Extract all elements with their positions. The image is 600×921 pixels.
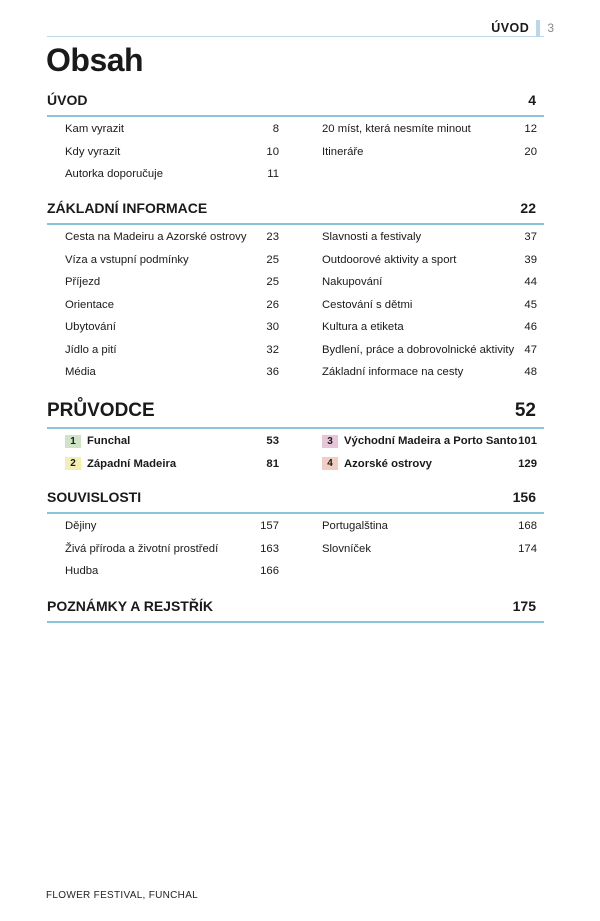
entry-label: Portugalština xyxy=(322,520,388,533)
entry-page: 10 xyxy=(266,145,279,158)
entry-label: Základní informace na cesty xyxy=(322,366,464,379)
entry-label: Kdy vyrazit xyxy=(65,145,121,158)
toc-entry[interactable] xyxy=(322,141,537,164)
section-heading: ÚVOD xyxy=(47,92,88,108)
entry-label: Slovníček xyxy=(322,542,371,555)
chapter-number-badge: 2 xyxy=(65,457,81,470)
entry-page: 101 xyxy=(518,435,537,448)
toc-entry[interactable] xyxy=(65,560,279,583)
toc-section-uvod[interactable] xyxy=(47,92,536,108)
entry-page: 11 xyxy=(267,168,279,181)
toc-entry[interactable] xyxy=(65,163,279,186)
toc-entry[interactable] xyxy=(65,226,279,249)
entry-page: 39 xyxy=(524,253,537,266)
entry-page: 81 xyxy=(266,457,279,470)
section-heading: PRŮVODCE xyxy=(47,400,155,421)
page-title: Obsah xyxy=(46,42,144,78)
toc-chapter-entry[interactable] xyxy=(65,453,279,476)
entry-page: 12 xyxy=(524,123,537,136)
entry-label: Východní Madeira a Porto Santo xyxy=(344,435,518,448)
entry-page: 32 xyxy=(266,343,279,356)
toc-entry[interactable] xyxy=(65,141,279,164)
toc-chapter-entry[interactable] xyxy=(322,430,537,453)
running-head-marker xyxy=(536,20,540,36)
entry-page: 36 xyxy=(266,366,279,379)
section-heading: ZÁKLADNÍ INFORMACE xyxy=(47,200,208,216)
entry-label: Funchal xyxy=(87,435,131,448)
entry-label: Západní Madeira xyxy=(87,457,177,470)
entry-page: 25 xyxy=(266,253,279,266)
entry-page: 25 xyxy=(266,276,279,289)
entry-page: 174 xyxy=(518,542,537,555)
entry-label: Hudba xyxy=(65,565,99,578)
chapter-number-badge: 3 xyxy=(322,435,338,448)
toc-entry[interactable] xyxy=(65,118,279,141)
entry-page: 45 xyxy=(524,298,537,311)
chapter-number-badge: 4 xyxy=(322,457,338,470)
section-page: 156 xyxy=(512,489,536,505)
toc-entry[interactable] xyxy=(65,316,279,339)
entry-label: Kultura a etiketa xyxy=(322,321,404,334)
toc-entry[interactable] xyxy=(322,339,537,362)
toc-entry[interactable] xyxy=(322,515,537,538)
entry-page: 166 xyxy=(260,565,279,578)
entry-label: Cesta na Madeiru a Azorské ostrovy xyxy=(65,231,247,244)
top-rule xyxy=(47,36,544,37)
entry-label: Outdoorové aktivity a sport xyxy=(322,253,457,266)
entry-label: Slavnosti a festivaly xyxy=(322,231,422,244)
toc-entry[interactable] xyxy=(65,339,279,362)
section-rule xyxy=(47,512,544,514)
entry-label: Cestování s dětmi xyxy=(322,298,413,311)
toc-section-pruvodce[interactable] xyxy=(47,400,536,422)
toc-entry[interactable] xyxy=(65,271,279,294)
toc-chapter-entry[interactable] xyxy=(322,453,537,476)
entry-page: 47 xyxy=(524,343,537,356)
page-number: 3 xyxy=(547,21,554,35)
entry-label: Azorské ostrovy xyxy=(344,457,432,470)
entry-label: Dějiny xyxy=(65,520,97,533)
toc-section-zakladni-informace[interactable] xyxy=(47,200,536,216)
toc-entry[interactable] xyxy=(65,361,279,384)
running-head xyxy=(491,20,554,36)
entry-label: Bydlení, práce a dobrovolnické aktivity xyxy=(322,343,515,356)
section-heading: SOUVISLOSTI xyxy=(47,489,142,505)
photo-caption: FLOWER FESTIVAL, FUNCHAL xyxy=(46,890,199,901)
entry-label: Autorka doporučuje xyxy=(65,168,163,181)
entry-label: Média xyxy=(65,366,96,379)
section-rule xyxy=(47,223,544,225)
toc-entry[interactable] xyxy=(65,249,279,272)
entry-label: Živá příroda a životní prostředí xyxy=(65,542,219,555)
section-page: 175 xyxy=(512,598,536,614)
entry-label: Jídlo a pití xyxy=(65,343,117,356)
section-page: 4 xyxy=(528,92,536,108)
toc-entry[interactable] xyxy=(65,294,279,317)
entry-page: 48 xyxy=(524,366,537,379)
toc-entry[interactable] xyxy=(322,316,537,339)
entry-label: Nakupování xyxy=(322,276,383,289)
toc-section-poznamky-a-rejstrik[interactable] xyxy=(47,598,536,614)
entry-label: Víza a vstupní podmínky xyxy=(65,253,189,266)
entry-label: Orientace xyxy=(65,298,114,311)
section-heading: POZNÁMKY A REJSTŘÍK xyxy=(47,598,213,614)
toc-entry[interactable] xyxy=(322,294,537,317)
section-page: 52 xyxy=(514,400,536,421)
section-rule xyxy=(47,115,544,117)
toc-section-souvislosti[interactable] xyxy=(47,489,536,505)
entry-page: 53 xyxy=(266,435,279,448)
toc-entry[interactable] xyxy=(322,538,537,561)
entry-page: 20 xyxy=(524,145,537,158)
entry-page: 23 xyxy=(266,231,279,244)
entry-label: Ubytování xyxy=(65,321,116,334)
running-head-title: ÚVOD xyxy=(491,21,530,35)
entry-page: 8 xyxy=(272,123,279,136)
toc-entry[interactable] xyxy=(322,226,537,249)
entry-label: 20 míst, která nesmíte minout xyxy=(322,123,471,136)
toc-entry[interactable] xyxy=(322,271,537,294)
entry-page: 163 xyxy=(260,542,279,555)
entry-page: 37 xyxy=(524,231,537,244)
toc-entry[interactable] xyxy=(65,515,279,538)
entry-label: Kam vyrazit xyxy=(65,123,125,136)
chapter-number-badge: 1 xyxy=(65,435,81,448)
entry-page: 44 xyxy=(524,276,537,289)
section-page: 22 xyxy=(520,200,536,216)
entry-page: 157 xyxy=(260,520,279,533)
section-rule xyxy=(47,427,544,429)
entry-page: 30 xyxy=(266,321,279,334)
toc-entry[interactable] xyxy=(322,361,537,384)
entry-page: 46 xyxy=(524,321,537,334)
entry-page: 129 xyxy=(518,457,537,470)
toc-entry[interactable] xyxy=(322,249,537,272)
entry-label: Příjezd xyxy=(65,276,101,289)
toc-entry[interactable] xyxy=(65,538,279,561)
toc-entry[interactable] xyxy=(322,118,537,141)
entry-page: 26 xyxy=(266,298,279,311)
section-rule xyxy=(47,621,544,623)
toc-chapter-entry[interactable] xyxy=(65,430,279,453)
entry-page: 168 xyxy=(518,520,537,533)
entry-label: Itineráře xyxy=(322,145,364,158)
